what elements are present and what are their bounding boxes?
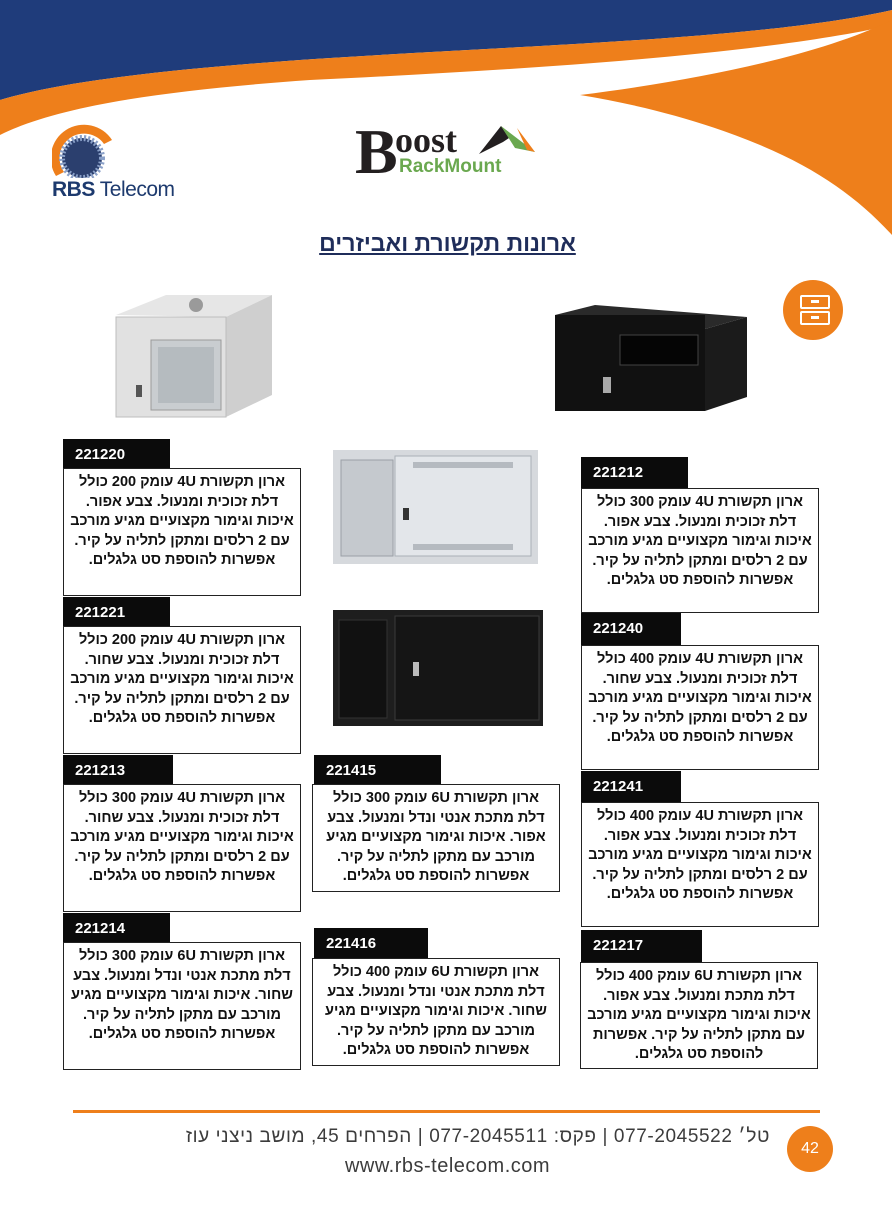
boost-swoosh-icon <box>477 120 537 156</box>
cabinet-image-grey-metal <box>333 448 538 566</box>
rbs-wordmark: RBS Telecom <box>52 178 175 201</box>
product-code: 221221 <box>63 597 170 629</box>
product-code: 221416 <box>314 928 428 960</box>
product-description: ארון תקשורת 6U עומק 400 כולל דלת מתכת ומנעול. צבע אפור. איכות וגימור מקצועיים מגיע מורכב עם מתקן לתליה על קיר. אפשרות להוספת סט גלגלים. <box>580 962 818 1069</box>
product-code: 221217 <box>581 930 702 962</box>
product-description: ארון תקשורת 4U עומק 400 כולל דלת זכוכית ומנעול. צבע אפור. איכות וגימור מקצועיים מגיע מורכב עם 2 רלסים ומתקן לתליה על קיר. אפשרות להוספת סט גלגלים. <box>581 802 819 927</box>
rbs-globe-icon <box>52 120 114 178</box>
footer-contact: טל׳ 077-2045522 | פקס: 077-2045511 | הפרחים 45, מושב ניצני עוז <box>185 1126 770 1147</box>
product-code: 221240 <box>581 613 681 645</box>
footer-website-link[interactable]: www.rbs-telecom.com <box>344 1155 551 1177</box>
product-description: ארון תקשורת 6U עומק 300 כולל דלת מתכת אנטי ונדל ומנעול. צבע אפור. איכות וגימור מקצועיים מגיע מורכב עם מתקן לתליה על קיר. אפשרות להוספת סט גלגלים. <box>312 784 560 892</box>
product-description: ארון תקשורת 4U עומק 400 כולל דלת זכוכית ומנעול. צבע שחור. איכות וגימור מקצועיים מגיע מורכב עם 2 רלסים ומתקן לתליה על קיר. אפשרות להוספת סט גלגלים. <box>581 645 819 770</box>
product-description: ארון תקשורת 6U עומק 300 כולל דלת מתכת אנטי ונדל ומנעול. צבע שחור. איכות וגימור מקצועיים מגיע מורכב עם מתקן לתליה על קיר. אפשרות להוספת סט גלגלים. <box>63 942 301 1070</box>
product-description: ארון תקשורת 6U עומק 400 כולל דלת מתכת אנטי ונדל ומנעול. צבע שחור. איכות וגימור מקצועיים מגיע מורכב עם מתקן לתליה על קיר. אפשרות להוספת סט גלגלים. <box>312 958 560 1066</box>
product-description: ארון תקשורת 4U עומק 300 כולל דלת זכוכית ומנעול. צבע אפור. איכות וגימור מקצועיים מגיע מורכב עם 2 רלסים ומתקן לתליה על קיר. אפשרות להוספת סט גלגלים. <box>581 488 819 613</box>
file-cabinet-icon <box>783 280 843 340</box>
cabinet-image-black-metal <box>333 610 543 726</box>
product-code: 221212 <box>581 457 688 489</box>
cabinet-image-grey-glass <box>96 295 272 420</box>
product-code: 221220 <box>63 439 170 471</box>
product-code: 221415 <box>314 755 441 787</box>
page-title: ארונות תקשורת ואביזרים <box>319 230 576 256</box>
boost-rackmount-logo: B oost RackMount <box>355 120 545 190</box>
footer-divider <box>73 1110 820 1113</box>
page-number: 42 <box>787 1126 833 1172</box>
product-code: 221241 <box>581 771 681 803</box>
cabinet-image-black-glass <box>555 305 747 415</box>
rbs-telecom-logo <box>52 120 192 205</box>
product-code: 221213 <box>63 755 173 787</box>
product-description: ארון תקשורת 4U עומק 200 כולל דלת זכוכית ומנעול. צבע שחור. איכות וגימור מקצועיים מגיע מורכב עם 2 רלסים ומתקן לתליה על קיר. אפשרות להוספת סט גלגלים. <box>63 626 301 754</box>
product-code: 221214 <box>63 913 170 945</box>
product-description: ארון תקשורת 4U עומק 200 כולל דלת זכוכית ומנעול. צבע אפור. איכות וגימור מקצועיים מגיע מורכב עם 2 רלסים ומתקן לתליה על קיר. אפשרות להוספת סט גלגלים. <box>63 468 301 596</box>
product-description: ארון תקשורת 4U עומק 300 כולל דלת זכוכית ומנעול. צבע שחור. איכות וגימור מקצועיים מגיע מורכב עם 2 רלסים ומתקן לתליה על קיר. אפשרות להוספת סט גלגלים. <box>63 784 301 912</box>
